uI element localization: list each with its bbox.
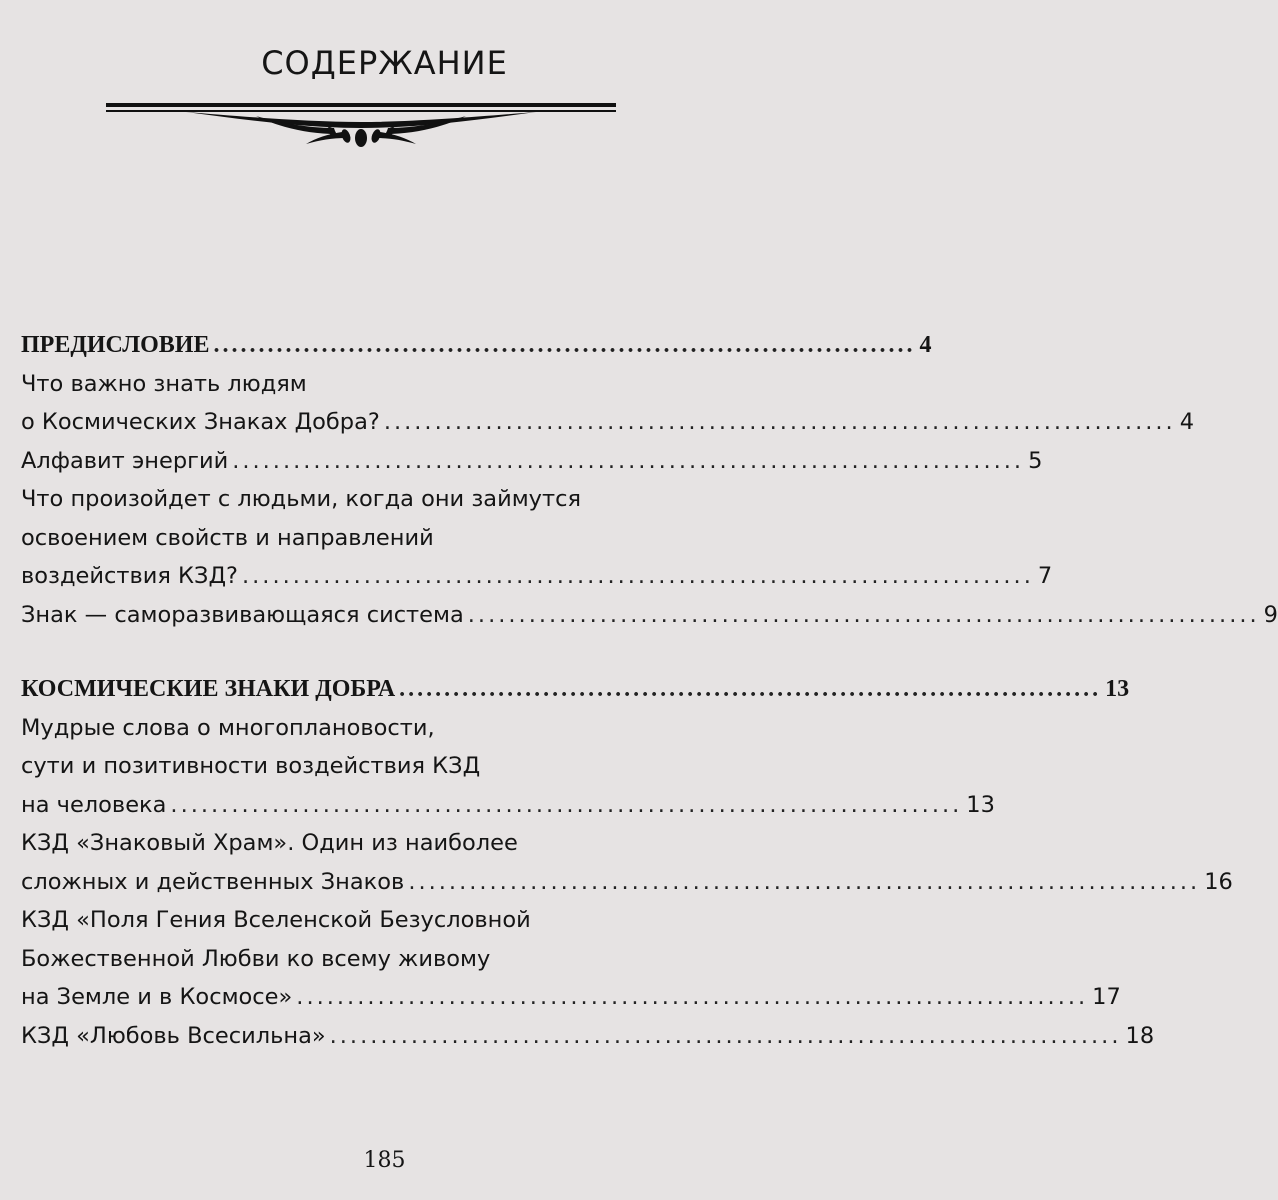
toc-entry-line (21, 824, 697, 863)
toc-entry-text: на человека (21, 791, 167, 818)
toc-entry[interactable] (21, 1017, 1155, 1056)
dot-leader: .............................................................................. (399, 676, 1102, 702)
toc-entry-text: освоением свойств и направлений (21, 524, 434, 551)
toc-entry-text: КЗД «Знаковый Храм». Один из наиболее (21, 830, 518, 856)
dot-leader: .............................................................................. (170, 791, 963, 818)
dot-leader: .............................................................................. (296, 984, 1089, 1010)
toc-entry-line (21, 709, 697, 748)
toc-entry-text: Знак — саморазвивающаяся система (21, 601, 464, 628)
toc-entry[interactable] (21, 786, 995, 825)
toc-entry-line (21, 901, 697, 940)
dot-leader: .............................................................................. (408, 868, 1201, 895)
toc-entry[interactable] (21, 442, 1043, 481)
toc-entry[interactable] (21, 557, 1053, 596)
toc-page-number: 4 (919, 332, 932, 358)
toc-page-number: 4 (1179, 409, 1195, 435)
page-number: 185 (363, 1148, 406, 1173)
toc-entry-text: сути и позитивности воздействия КЗД (21, 753, 481, 779)
table-of-contents (21, 326, 1278, 1055)
toc-entry-text: сложных и действенных Знаков (21, 868, 405, 895)
toc-entry-text: КЗД «Любовь Всесильна» (21, 1022, 326, 1049)
decorative-ornament (106, 98, 616, 148)
toc-entry-text: на Земле и в Космосе» (21, 984, 293, 1010)
toc-entry-line (21, 940, 697, 979)
dot-leader: .............................................................................. (232, 447, 1025, 474)
toc-entry[interactable] (21, 978, 1121, 1017)
toc-page-number: 13 (1105, 676, 1130, 702)
section-spacer (21, 634, 697, 670)
toc-entry-text: КЗД «Поля Гения Вселенской Безусловной (21, 907, 531, 933)
dot-leader: .............................................................................. (241, 563, 1034, 589)
dot-leader: .............................................................................. (383, 409, 1176, 435)
dot-leader: .............................................................................. (467, 601, 1260, 628)
toc-entry-line (21, 480, 697, 519)
toc-entry-text: о Космических Знаках Добра? (21, 409, 380, 435)
toc-entry[interactable] (21, 596, 1278, 635)
toc-page-number: 5 (1028, 447, 1043, 474)
toc-entry[interactable] (21, 863, 1233, 902)
toc-page-number: 7 (1037, 563, 1053, 589)
toc-entry-line (21, 519, 697, 558)
toc-heading-title: ПРЕДИСЛОВИЕ (21, 332, 210, 358)
toc-entry-text: воздействия КЗД? (21, 563, 238, 589)
toc-entry-text: Алфавит энергий (21, 447, 229, 474)
toc-heading[interactable] (21, 670, 1130, 709)
toc-page-number: 13 (966, 791, 995, 818)
toc-entry-text: Что важно знать людям (21, 370, 307, 397)
toc-entry-line (21, 747, 697, 786)
toc-heading[interactable] (21, 326, 932, 365)
toc-page-number: 17 (1092, 984, 1121, 1010)
toc-page-number: 9 (1263, 601, 1278, 628)
page-title: СОДЕРЖАНИЕ (261, 44, 508, 82)
toc-page-number: 18 (1125, 1022, 1155, 1049)
dot-leader: .............................................................................. (213, 332, 916, 358)
toc-page-number: 16 (1204, 868, 1233, 895)
toc-entry-text: Мудрые слова о многоплановости, (21, 714, 435, 741)
toc-entry-text: Божественной Любви ко всему живому (21, 945, 491, 972)
toc-entry-text: Что произойдет с людьми, когда они займутся (21, 486, 582, 512)
toc-entry[interactable] (21, 403, 1195, 442)
dot-leader: .............................................................................. (329, 1022, 1122, 1049)
toc-entry-line (21, 365, 697, 404)
toc-heading-title: КОСМИЧЕСКИЕ ЗНАКИ ДОБРА (21, 676, 396, 702)
